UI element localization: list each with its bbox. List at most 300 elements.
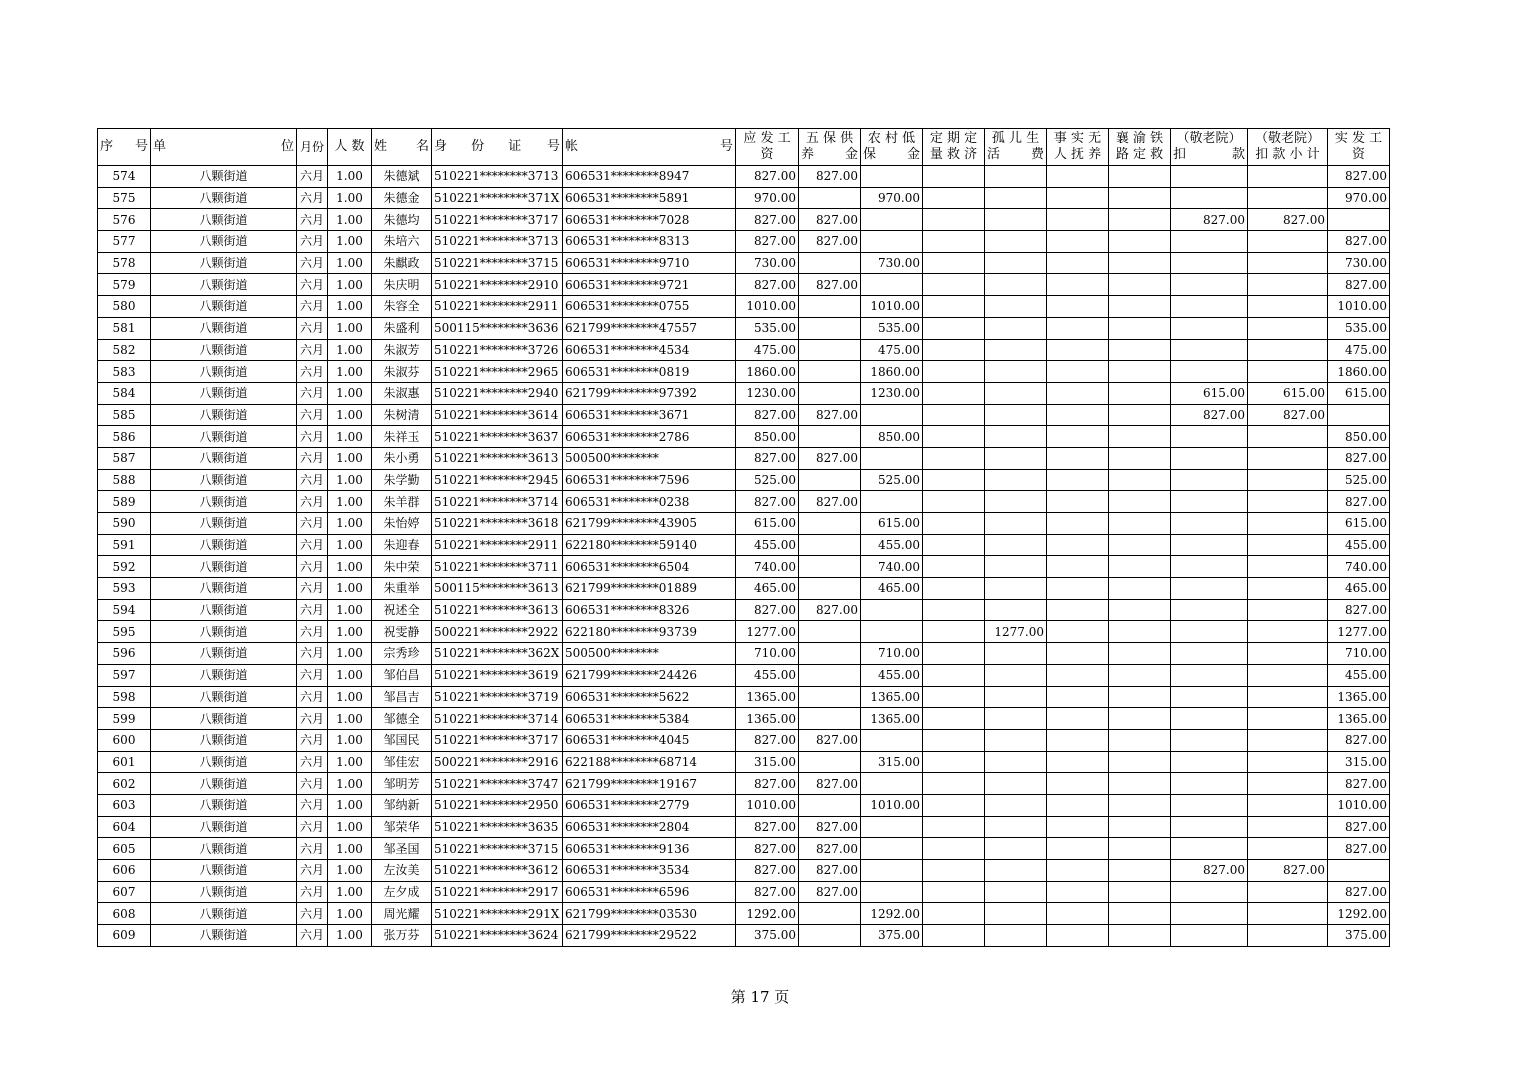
- cell-xiangyu: [1109, 317, 1171, 339]
- cell-month: 六月: [297, 686, 328, 708]
- cell-account: 606531********6504: [563, 556, 736, 578]
- cell-due: 1365.00: [736, 708, 799, 730]
- table-row: [98, 599, 1390, 621]
- cell-xiangyu: [1109, 469, 1171, 491]
- cell-count: 1.00: [328, 187, 372, 209]
- cell-jly-kou: [1171, 556, 1248, 578]
- cell-jly-kou: [1171, 252, 1248, 274]
- cell-paid: [1328, 860, 1390, 882]
- cell-guer: [985, 166, 1047, 188]
- cell-account: 606531********7596: [563, 469, 736, 491]
- cell-xiangyu: [1109, 664, 1171, 686]
- cell-xiangyu: [1109, 556, 1171, 578]
- cell-month: 六月: [297, 751, 328, 773]
- cell-dingqi: [923, 317, 985, 339]
- cell-month: 六月: [297, 708, 328, 730]
- cell-wubao: [799, 534, 861, 556]
- cell-wubao: [799, 903, 861, 925]
- cell-account: 621799********43905: [563, 513, 736, 535]
- header-wubao: 五 保 供 养 金: [799, 129, 861, 166]
- cell-paid: 850.00: [1328, 426, 1390, 448]
- cell-count: 1.00: [328, 773, 372, 795]
- table-row: [98, 252, 1390, 274]
- cell-month: 六月: [297, 838, 328, 860]
- cell-guer: [985, 339, 1047, 361]
- cell-seq: 600: [98, 729, 151, 751]
- cell-wubao: [799, 339, 861, 361]
- cell-paid: [1328, 404, 1390, 426]
- cell-seq: 587: [98, 447, 151, 469]
- cell-guer: [985, 751, 1047, 773]
- cell-id: 510221********2950: [432, 794, 563, 816]
- cell-name: 张万芬: [372, 925, 432, 947]
- cell-month: 六月: [297, 816, 328, 838]
- cell-due: 1230.00: [736, 382, 799, 404]
- cell-shishi: [1047, 773, 1109, 795]
- cell-jly-kou: [1171, 426, 1248, 448]
- cell-due: 827.00: [736, 404, 799, 426]
- cell-id: 510221********2917: [432, 881, 563, 903]
- cell-guer: [985, 274, 1047, 296]
- cell-unit: 八颗街道: [151, 729, 297, 751]
- cell-name: 朱迎春: [372, 534, 432, 556]
- header-due: 应 发 工 资: [736, 129, 799, 166]
- cell-jly-kou: [1171, 664, 1248, 686]
- cell-wubao: 827.00: [799, 838, 861, 860]
- cell-seq: 593: [98, 578, 151, 600]
- cell-paid: 730.00: [1328, 252, 1390, 274]
- cell-seq: 599: [98, 708, 151, 730]
- cell-shishi: [1047, 447, 1109, 469]
- cell-count: 1.00: [328, 339, 372, 361]
- cell-account: 606531********8947: [563, 166, 736, 188]
- cell-jly-kou: 615.00: [1171, 382, 1248, 404]
- cell-wubao: 827.00: [799, 231, 861, 253]
- cell-shishi: [1047, 361, 1109, 383]
- cell-seq: 603: [98, 794, 151, 816]
- cell-due: 1860.00: [736, 361, 799, 383]
- cell-dingqi: [923, 599, 985, 621]
- cell-jly-subtotal: [1248, 252, 1328, 274]
- cell-jly-kou: [1171, 729, 1248, 751]
- header-jly-subtotal: （敬老院） 扣 款 小 计: [1248, 129, 1328, 166]
- cell-wubao: [799, 469, 861, 491]
- table-row: [98, 447, 1390, 469]
- cell-jly-kou: [1171, 881, 1248, 903]
- cell-paid: 465.00: [1328, 578, 1390, 600]
- cell-id: 510221********3624: [432, 925, 563, 947]
- cell-dibao: 1010.00: [861, 794, 923, 816]
- cell-id: 510221********2910: [432, 274, 563, 296]
- cell-id: 510221********3613: [432, 599, 563, 621]
- cell-id: 510221********3717: [432, 209, 563, 231]
- cell-unit: 八颗街道: [151, 382, 297, 404]
- cell-dingqi: [923, 838, 985, 860]
- cell-xiangyu: [1109, 838, 1171, 860]
- cell-account: 606531********9136: [563, 838, 736, 860]
- cell-paid: 827.00: [1328, 773, 1390, 795]
- cell-id: 510221********291X: [432, 903, 563, 925]
- header-seq: 序 号: [98, 129, 151, 166]
- cell-name: 朱学勤: [372, 469, 432, 491]
- cell-jly-subtotal: [1248, 361, 1328, 383]
- cell-id: 510221********2940: [432, 382, 563, 404]
- cell-name: 祝述全: [372, 599, 432, 621]
- cell-dibao: 730.00: [861, 252, 923, 274]
- cell-guer: [985, 491, 1047, 513]
- cell-seq: 576: [98, 209, 151, 231]
- cell-wubao: [799, 187, 861, 209]
- cell-count: 1.00: [328, 252, 372, 274]
- cell-due: 827.00: [736, 729, 799, 751]
- cell-jly-kou: [1171, 166, 1248, 188]
- cell-dibao: [861, 209, 923, 231]
- cell-shishi: [1047, 556, 1109, 578]
- cell-guer: [985, 773, 1047, 795]
- cell-shishi: [1047, 860, 1109, 882]
- table-row: [98, 816, 1390, 838]
- cell-month: 六月: [297, 426, 328, 448]
- cell-dibao: 1230.00: [861, 382, 923, 404]
- cell-xiangyu: [1109, 903, 1171, 925]
- cell-paid: 710.00: [1328, 643, 1390, 665]
- cell-seq: 575: [98, 187, 151, 209]
- cell-seq: 583: [98, 361, 151, 383]
- table-row: [98, 361, 1390, 383]
- cell-account: 606531********8326: [563, 599, 736, 621]
- cell-dingqi: [923, 296, 985, 318]
- cell-wubao: [799, 426, 861, 448]
- cell-jly-kou: [1171, 231, 1248, 253]
- cell-seq: 590: [98, 513, 151, 535]
- cell-paid: 827.00: [1328, 881, 1390, 903]
- cell-jly-subtotal: [1248, 274, 1328, 296]
- cell-month: 六月: [297, 382, 328, 404]
- cell-due: 465.00: [736, 578, 799, 600]
- cell-month: 六月: [297, 643, 328, 665]
- cell-seq: 601: [98, 751, 151, 773]
- cell-shishi: [1047, 513, 1109, 535]
- cell-guer: [985, 838, 1047, 860]
- cell-guer: [985, 686, 1047, 708]
- cell-due: 535.00: [736, 317, 799, 339]
- cell-seq: 574: [98, 166, 151, 188]
- cell-xiangyu: [1109, 729, 1171, 751]
- cell-name: 朱麒政: [372, 252, 432, 274]
- table-row: [98, 187, 1390, 209]
- cell-due: 1292.00: [736, 903, 799, 925]
- cell-name: 左夕成: [372, 881, 432, 903]
- cell-month: 六月: [297, 469, 328, 491]
- cell-jly-kou: [1171, 838, 1248, 860]
- cell-jly-kou: [1171, 317, 1248, 339]
- table-row: [98, 339, 1390, 361]
- cell-shishi: [1047, 751, 1109, 773]
- cell-dingqi: [923, 274, 985, 296]
- table-row: [98, 621, 1390, 643]
- cell-count: 1.00: [328, 599, 372, 621]
- header-dibao: 农 村 低 保 金: [861, 129, 923, 166]
- cell-guer: [985, 209, 1047, 231]
- cell-count: 1.00: [328, 621, 372, 643]
- cell-guer: [985, 599, 1047, 621]
- cell-guer: [985, 794, 1047, 816]
- cell-dibao: 375.00: [861, 925, 923, 947]
- cell-xiangyu: [1109, 751, 1171, 773]
- cell-paid: 1010.00: [1328, 794, 1390, 816]
- cell-month: 六月: [297, 881, 328, 903]
- cell-dibao: 465.00: [861, 578, 923, 600]
- cell-dingqi: [923, 513, 985, 535]
- cell-xiangyu: [1109, 296, 1171, 318]
- cell-dibao: [861, 881, 923, 903]
- cell-unit: 八颗街道: [151, 361, 297, 383]
- cell-dibao: 710.00: [861, 643, 923, 665]
- cell-id: 510221********3726: [432, 339, 563, 361]
- cell-account: 606531********2786: [563, 426, 736, 448]
- cell-due: 375.00: [736, 925, 799, 947]
- cell-count: 1.00: [328, 296, 372, 318]
- payroll-table: [97, 128, 1390, 947]
- cell-dibao: [861, 231, 923, 253]
- cell-jly-subtotal: [1248, 491, 1328, 513]
- cell-id: 510221********3635: [432, 816, 563, 838]
- cell-jly-kou: 827.00: [1171, 209, 1248, 231]
- cell-dibao: 535.00: [861, 317, 923, 339]
- cell-xiangyu: [1109, 773, 1171, 795]
- cell-account: 500500********: [563, 447, 736, 469]
- cell-shishi: [1047, 339, 1109, 361]
- cell-unit: 八颗街道: [151, 643, 297, 665]
- cell-seq: 597: [98, 664, 151, 686]
- cell-dingqi: [923, 664, 985, 686]
- cell-dibao: 475.00: [861, 339, 923, 361]
- cell-unit: 八颗街道: [151, 513, 297, 535]
- cell-account: 621799********24426: [563, 664, 736, 686]
- cell-count: 1.00: [328, 578, 372, 600]
- cell-jly-subtotal: [1248, 816, 1328, 838]
- cell-xiangyu: [1109, 339, 1171, 361]
- cell-dibao: [861, 860, 923, 882]
- cell-wubao: [799, 794, 861, 816]
- cell-guer: [985, 447, 1047, 469]
- cell-seq: 582: [98, 339, 151, 361]
- cell-xiangyu: [1109, 860, 1171, 882]
- cell-dingqi: [923, 925, 985, 947]
- cell-due: 827.00: [736, 773, 799, 795]
- cell-due: 827.00: [736, 599, 799, 621]
- cell-paid: 1010.00: [1328, 296, 1390, 318]
- cell-jly-subtotal: [1248, 513, 1328, 535]
- header-name: 姓 名: [372, 129, 432, 166]
- table-row: [98, 382, 1390, 404]
- cell-shishi: [1047, 274, 1109, 296]
- cell-jly-subtotal: 827.00: [1248, 209, 1328, 231]
- cell-count: 1.00: [328, 361, 372, 383]
- cell-name: 邹昌吉: [372, 686, 432, 708]
- cell-due: 1010.00: [736, 794, 799, 816]
- cell-xiangyu: [1109, 426, 1171, 448]
- header-account: 帐 号: [563, 129, 736, 166]
- cell-guer: [985, 426, 1047, 448]
- cell-xiangyu: [1109, 166, 1171, 188]
- cell-unit: 八颗街道: [151, 296, 297, 318]
- cell-jly-subtotal: [1248, 556, 1328, 578]
- cell-paid: 475.00: [1328, 339, 1390, 361]
- cell-name: 朱淑芬: [372, 361, 432, 383]
- cell-unit: 八颗街道: [151, 599, 297, 621]
- cell-paid: 1292.00: [1328, 903, 1390, 925]
- cell-jly-subtotal: [1248, 838, 1328, 860]
- cell-dingqi: [923, 794, 985, 816]
- cell-jly-kou: [1171, 274, 1248, 296]
- cell-id: 510221********3715: [432, 838, 563, 860]
- cell-unit: 八颗街道: [151, 556, 297, 578]
- cell-paid: 615.00: [1328, 513, 1390, 535]
- table-row: [98, 860, 1390, 882]
- cell-unit: 八颗街道: [151, 751, 297, 773]
- cell-dingqi: [923, 404, 985, 426]
- cell-shishi: [1047, 317, 1109, 339]
- cell-month: 六月: [297, 252, 328, 274]
- cell-count: 1.00: [328, 643, 372, 665]
- table-row: [98, 274, 1390, 296]
- cell-jly-kou: [1171, 816, 1248, 838]
- table-row: [98, 686, 1390, 708]
- cell-id: 510221********3715: [432, 252, 563, 274]
- cell-jly-kou: [1171, 599, 1248, 621]
- cell-jly-subtotal: [1248, 447, 1328, 469]
- table-row: [98, 925, 1390, 947]
- header-row: [98, 129, 1390, 166]
- cell-wubao: [799, 382, 861, 404]
- cell-dingqi: [923, 491, 985, 513]
- cell-unit: 八颗街道: [151, 187, 297, 209]
- cell-guer: [985, 643, 1047, 665]
- cell-dingqi: [923, 426, 985, 448]
- table-row: [98, 166, 1390, 188]
- cell-seq: 581: [98, 317, 151, 339]
- cell-month: 六月: [297, 209, 328, 231]
- cell-due: 827.00: [736, 860, 799, 882]
- cell-id: 510221********3714: [432, 708, 563, 730]
- cell-jly-kou: [1171, 361, 1248, 383]
- cell-jly-subtotal: [1248, 296, 1328, 318]
- cell-dibao: 615.00: [861, 513, 923, 535]
- cell-xiangyu: [1109, 643, 1171, 665]
- cell-jly-kou: [1171, 621, 1248, 643]
- cell-count: 1.00: [328, 925, 372, 947]
- cell-jly-kou: [1171, 513, 1248, 535]
- cell-dingqi: [923, 187, 985, 209]
- cell-account: 621799********01889: [563, 578, 736, 600]
- cell-shishi: [1047, 382, 1109, 404]
- cell-due: 827.00: [736, 838, 799, 860]
- cell-guer: [985, 187, 1047, 209]
- cell-xiangyu: [1109, 187, 1171, 209]
- cell-id: 500115********3613: [432, 578, 563, 600]
- cell-id: 510221********3637: [432, 426, 563, 448]
- cell-dibao: 1860.00: [861, 361, 923, 383]
- cell-guer: [985, 404, 1047, 426]
- cell-dingqi: [923, 643, 985, 665]
- cell-seq: 577: [98, 231, 151, 253]
- cell-guer: [985, 664, 1047, 686]
- cell-xiangyu: [1109, 209, 1171, 231]
- cell-name: 朱德斌: [372, 166, 432, 188]
- cell-dingqi: [923, 860, 985, 882]
- cell-count: 1.00: [328, 794, 372, 816]
- cell-shishi: [1047, 925, 1109, 947]
- cell-jly-kou: [1171, 187, 1248, 209]
- cell-name: 邹明芳: [372, 773, 432, 795]
- cell-jly-kou: [1171, 469, 1248, 491]
- cell-due: 850.00: [736, 426, 799, 448]
- cell-shishi: [1047, 686, 1109, 708]
- cell-due: 1010.00: [736, 296, 799, 318]
- cell-dibao: [861, 491, 923, 513]
- cell-dingqi: [923, 881, 985, 903]
- cell-account: 606531********0755: [563, 296, 736, 318]
- cell-due: 827.00: [736, 447, 799, 469]
- cell-wubao: 827.00: [799, 816, 861, 838]
- cell-id: 510221********3714: [432, 491, 563, 513]
- cell-dibao: 1010.00: [861, 296, 923, 318]
- cell-wubao: 827.00: [799, 881, 861, 903]
- cell-name: 朱淑芳: [372, 339, 432, 361]
- cell-wubao: 827.00: [799, 773, 861, 795]
- cell-due: 730.00: [736, 252, 799, 274]
- cell-due: 1277.00: [736, 621, 799, 643]
- cell-account: 621799********97392: [563, 382, 736, 404]
- cell-guer: [985, 382, 1047, 404]
- cell-account: 606531********0819: [563, 361, 736, 383]
- cell-jly-kou: 827.00: [1171, 860, 1248, 882]
- cell-month: 六月: [297, 296, 328, 318]
- cell-guer: [985, 708, 1047, 730]
- cell-unit: 八颗街道: [151, 578, 297, 600]
- cell-dibao: [861, 166, 923, 188]
- cell-month: 六月: [297, 578, 328, 600]
- cell-wubao: 827.00: [799, 274, 861, 296]
- cell-xiangyu: [1109, 794, 1171, 816]
- table-row: [98, 773, 1390, 795]
- cell-id: 510221********3618: [432, 513, 563, 535]
- cell-guer: 1277.00: [985, 621, 1047, 643]
- cell-unit: 八颗街道: [151, 686, 297, 708]
- cell-name: 左汝美: [372, 860, 432, 882]
- cell-unit: 八颗街道: [151, 881, 297, 903]
- table-body: [98, 166, 1390, 947]
- cell-unit: 八颗街道: [151, 404, 297, 426]
- cell-name: 宗秀珍: [372, 643, 432, 665]
- cell-name: 朱庆明: [372, 274, 432, 296]
- cell-guer: [985, 816, 1047, 838]
- cell-seq: 578: [98, 252, 151, 274]
- cell-wubao: [799, 925, 861, 947]
- cell-dingqi: [923, 534, 985, 556]
- cell-shishi: [1047, 903, 1109, 925]
- cell-name: 朱淑惠: [372, 382, 432, 404]
- cell-name: 朱怡婷: [372, 513, 432, 535]
- cell-count: 1.00: [328, 686, 372, 708]
- cell-xiangyu: [1109, 621, 1171, 643]
- cell-dibao: [861, 599, 923, 621]
- cell-month: 六月: [297, 729, 328, 751]
- cell-due: 615.00: [736, 513, 799, 535]
- cell-seq: 584: [98, 382, 151, 404]
- cell-month: 六月: [297, 513, 328, 535]
